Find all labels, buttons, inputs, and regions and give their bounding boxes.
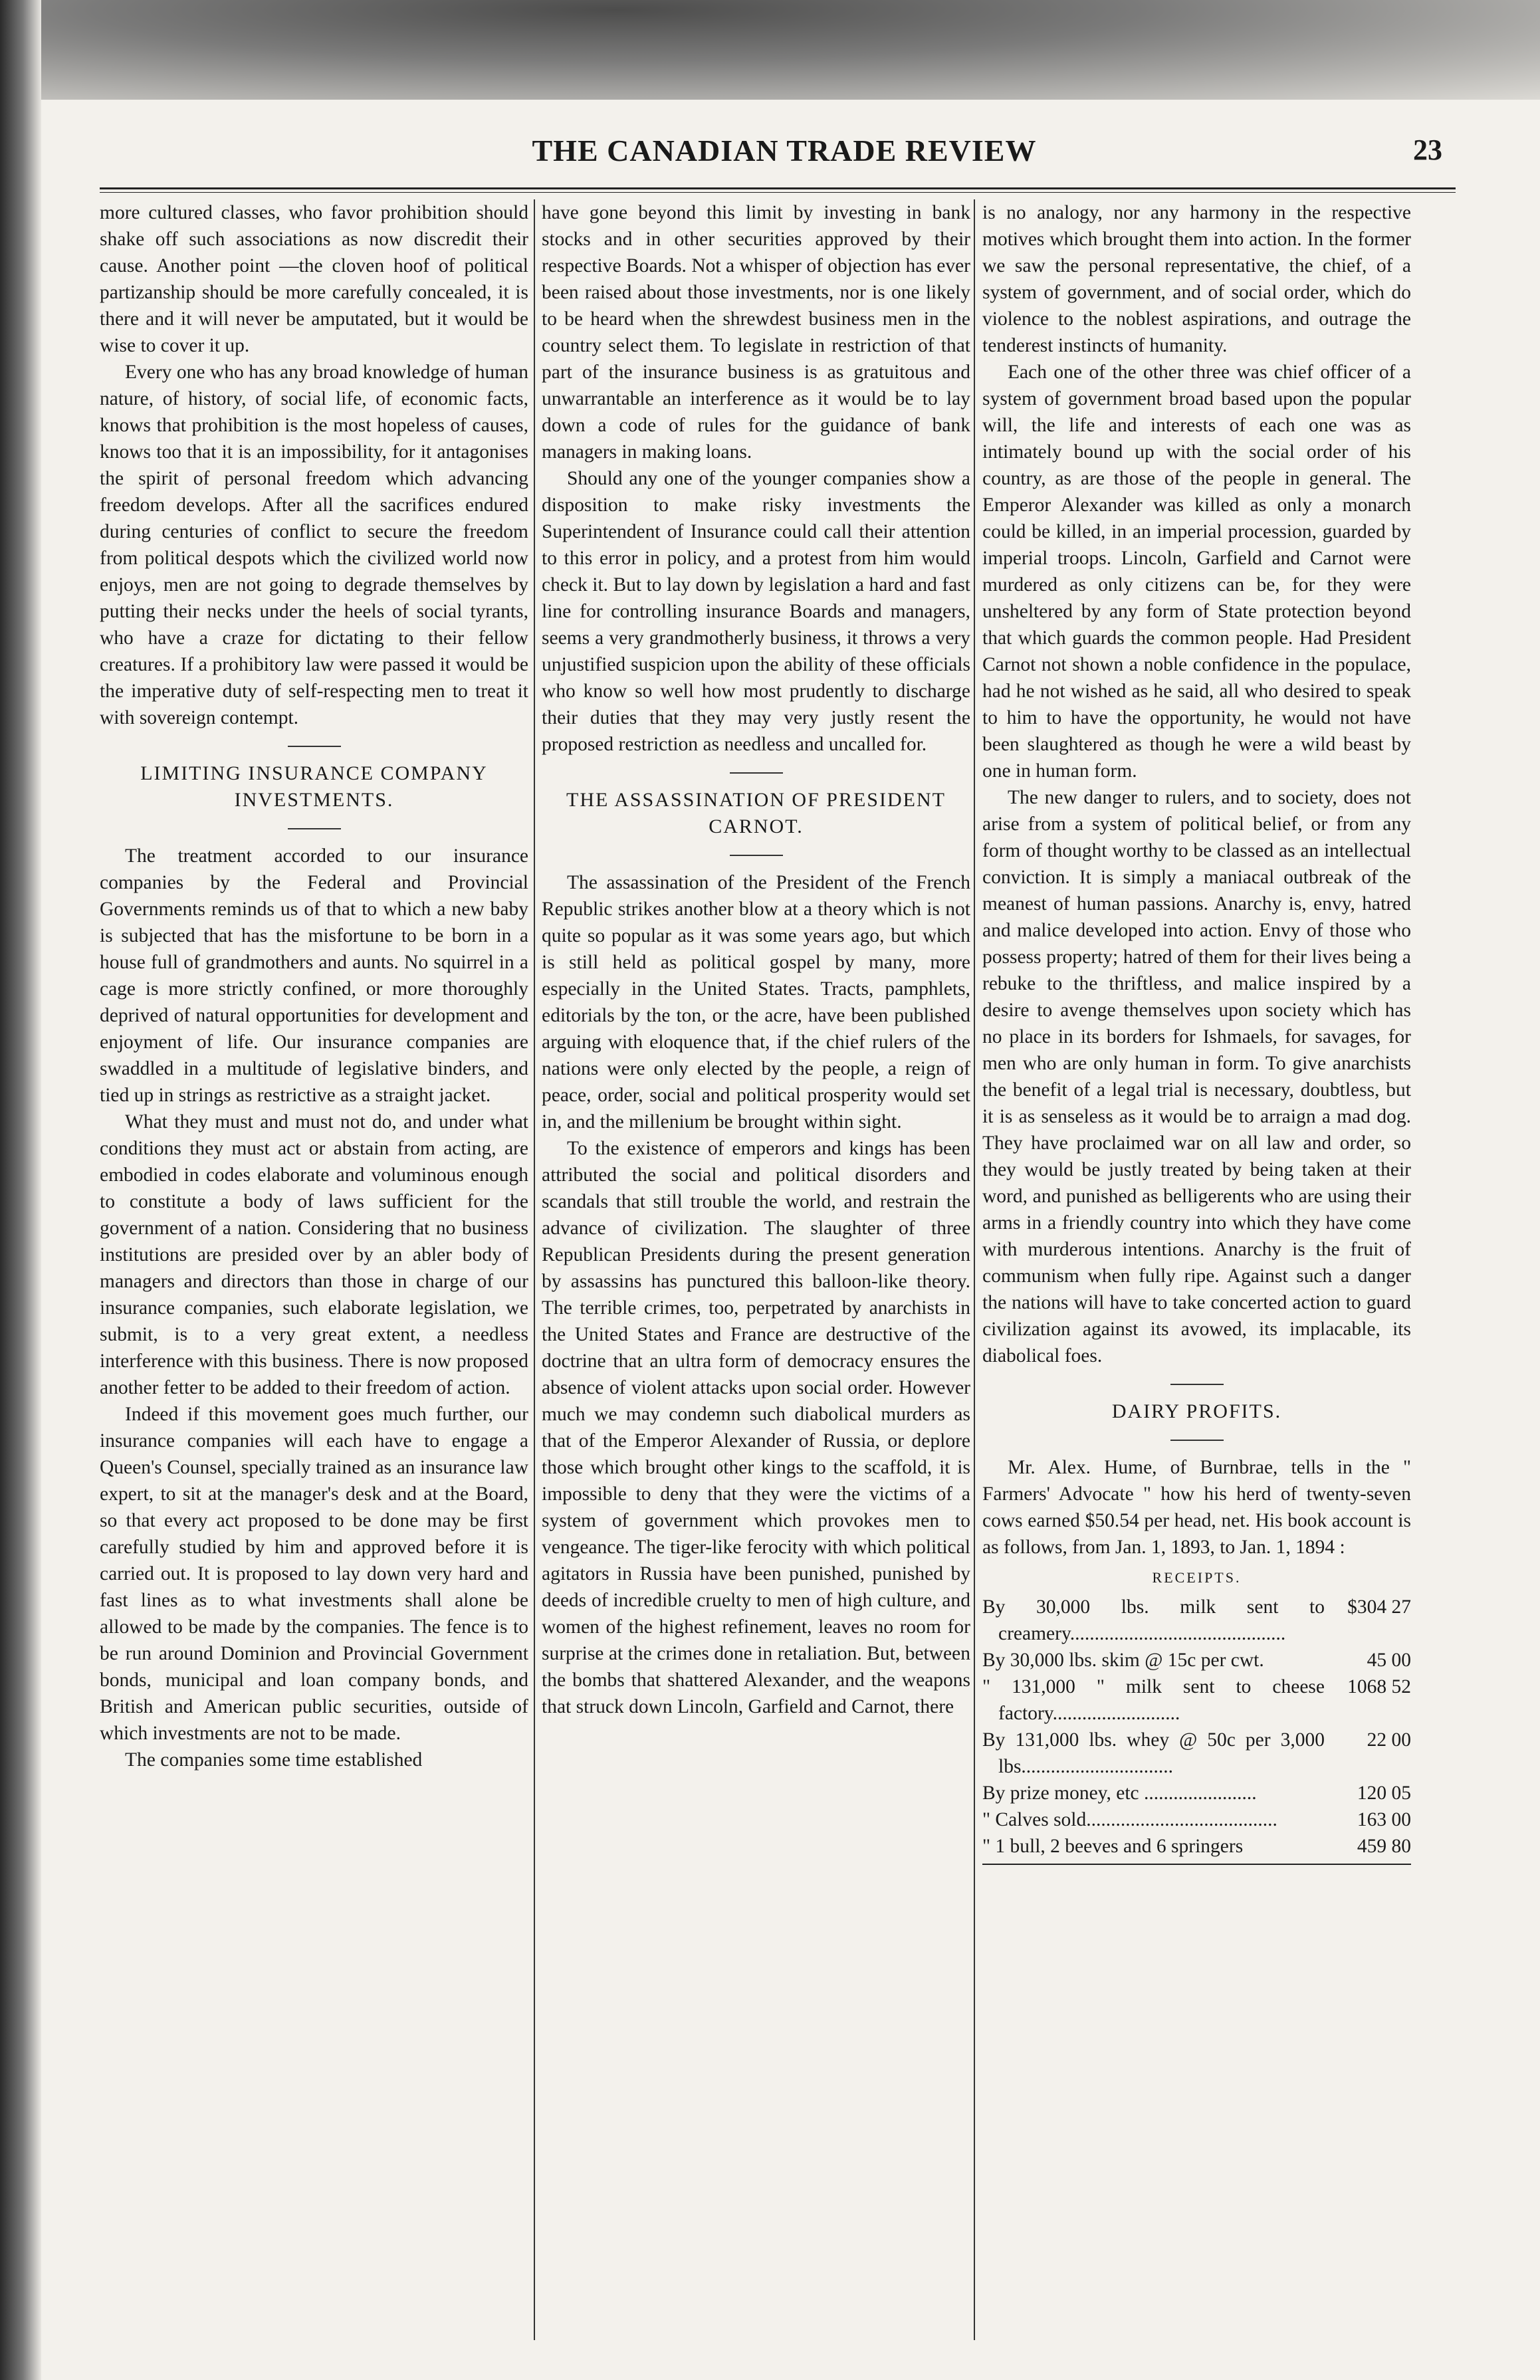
receipts-label: RECEIPTS. [1152, 1569, 1242, 1586]
receipt-row [982, 1780, 1411, 1806]
paragraph: The new danger to rulers, and to society, does not arise from a system of political belief, or from any form of thought worthy to be classed as an intellectual conviction. It is simply a maniacal outbreak of the meanest of human passions. Anarchy is, envy, hatred and malice developed into action. Envy of those who possess property; hatred of them for their lives being a rebuke to the thriftless, and malice inspired by a desire to avenge themselves upon society which has no place in its borders for Ishmaels, for savages, for men who are only human in form. To give anarchists the benefit of a legal trial is necessary, doubtless, but it is as senseless as it would be to arraign a mad dog. They have proclaimed war on all law and order, so they would be justly treated by being taken at their word, and punished as belligerents who are using their arms in a friendly country into which they have come with murderous intentions. Anarchy is the fruit of communism when fully ripe. Against such a danger the nations will have to take concerted action to guard civilization against its avowed, its implacable, its diabolical foes. [982, 787, 1411, 1366]
paragraph: Should any one of the younger companies show a disposition to make risky investments the Superintendent of Insurance could call their attention to this error in policy, and a protest from him would check it. But to lay down by legislation a hard and fast line for controlling insurance Boards and managers, seems a very grandmotherly business, it throws a very unjustified suspicion upon the ability of these officials who know so well how most prudently to discharge their duties that they may very justly resent the proposed restriction as needless and uncalled for. [542, 468, 970, 755]
total-rule [982, 1864, 1411, 1865]
page-number: 23 [1413, 134, 1442, 166]
paragraph: The companies some time established [125, 1749, 423, 1771]
paragraph: To the existence of emperors and kings has been attributed the social and political disorders and scandals that still trouble the world, and restrain the advance of civilization. The slaughter of three Republican Presidents during the present generation by assassins has punctured this balloon-like theory. The terrible crimes, too, perpetrated by anarchists in the United States and France are destructive of the doctrine that an ultra form of democracy ensures the absence of violent attacks upon social order. However much we may condemn such diabolical murders as that of the Emperor Alexander of Russia, or deplore those which brought other kings to the scaffold, it is impossible to deny that they were the victims of a system of government which provokes men to vengeance. The tiger-like ferocity with which political agitators in Russia have been punished, punished by deeds of incredible cruelty to men of high culture, and women of the highest refinement, leaves no room for surprise at the crimes done in retaliation. But, between the bombs that shattered Alexander, and the weapons that struck down Lincoln, Garfield and Carnot, there [542, 1138, 970, 1717]
column-1 [100, 199, 528, 2340]
receipt-amount: 1068 52 [1347, 1676, 1411, 1697]
paragraph: have gone beyond this limit by investing in bank stocks and in other securities approved by their respective Boards. Not a whisper of objection has ever been raised about those investments, nor is one likely to be heard when the shrewdest business men in the country select them. To legislate in restriction of that part of the insurance business is as gratuitous and unwarrantable an interference as it would be to lay down a code of rules for the guidance of bank managers in making loans. [542, 202, 970, 463]
column-divider [974, 199, 975, 2340]
receipt-row [982, 1674, 1411, 1727]
receipt-desc: By 30,000 lbs. skim @ 15c per cwt. [982, 1650, 1264, 1671]
receipt-row [982, 1594, 1411, 1647]
receipt-amount: 459 80 [1357, 1836, 1411, 1857]
receipt-row [982, 1727, 1411, 1780]
paragraph: What they must and must not do, and under what conditions they must act or abstain from acting, are embodied in codes elaborate and voluminous enough to constitute a body of laws sufficient for the government of a nation. Considering that no business institutions are presided over by an abler body of managers and directors than those in charge of our insurance companies, such elaborate legislation, we submit, is to a very great extent, a needless interference with this business. There is now proposed another fetter to be added to their freedom of action. [100, 1111, 528, 1398]
publication-title: THE CANADIAN TRADE REVIEW [532, 134, 1037, 167]
masthead [100, 133, 1469, 179]
receipt-desc: " Calves sold....................................... [982, 1809, 1277, 1830]
article-heading: LIMITING INSURANCE COMPANY INVESTMENTS. [140, 762, 488, 811]
receipt-row [982, 1833, 1411, 1860]
receipt-amount: 45 00 [1367, 1650, 1411, 1671]
receipt-amount: $304 27 [1347, 1596, 1411, 1618]
column-divider [534, 199, 535, 2340]
receipt-desc: " 131,000 " milk sent to cheese factory.......................... [982, 1676, 1325, 1724]
column-2 [542, 199, 970, 2340]
section-divider [1170, 1384, 1224, 1385]
paragraph: Mr. Alex. Hume, of Burnbrae, tells in the " Farmers' Advocate " how his herd of twenty-seven cows earned $50.54 per head, net. His book account is as follows, from Jan. 1, 1893, to Jan. 1, 1894 : [982, 1457, 1411, 1558]
article-heading: DAIRY PROFITS. [1111, 1400, 1282, 1422]
paragraph: is no analogy, nor any harmony in the respective motives which brought them into action. In the former we saw the personal representative, the chief, of a system of government, and of social order, which do violence to the noblest aspirations, and outrage the tenderest instincts of humanity. [982, 202, 1411, 356]
paragraph: Indeed if this movement goes much further, our insurance companies will each have to engage a Queen's Counsel, specially trained as an insurance law expert, to sit at the manager's desk and at the Board, so that every act proposed to be done may be first carefully studied by him and approved before it is carried out. It is proposed to lay down very hard and fast lines as to what investments shall alone be allowed to be made by the companies. The fence is to be run around Dominion and Provincial Government bonds, municipal and loan company bonds, and British and American public securities, outside of which investments are not to be made. [100, 1404, 528, 1744]
receipt-desc: By prize money, etc ....................... [982, 1783, 1257, 1804]
header-rule [100, 187, 1456, 193]
section-divider [1170, 1440, 1224, 1441]
paragraph: more cultured classes, who favor prohibition should shake off such associations as now discredit their cause. Another point —the cloven hoof of political partizanship should be more carefully concealed, it is there and it will never be amputated, but it would be wise to cover it up. [100, 202, 528, 356]
section-divider [730, 772, 783, 774]
scan-edge [0, 0, 41, 2380]
column-3 [982, 199, 1411, 2340]
receipt-row [982, 1647, 1411, 1674]
receipts-table [982, 1594, 1411, 1865]
section-divider [288, 746, 341, 747]
receipt-row [982, 1806, 1411, 1833]
receipt-amount: 163 00 [1357, 1809, 1411, 1830]
receipt-desc: By 30,000 lbs. milk sent to creamery............................................ [982, 1596, 1325, 1644]
section-divider [288, 828, 341, 829]
paragraph: Every one who has any broad knowledge of human nature, of history, of social life, of economic facts, knows that prohibition is the most hopeless of causes, knows too that it is an impossibility, for it antagonises the spirit of personal freedom which advancing freedom develops. After all the sacrifices endured during centuries of conflict to secure the freedom from political despots which the civilized world now enjoys, men are not going to degrade themselves by putting their necks under the heels of social tyrants, who have a craze for dictating to their fellow creatures. If a prohibitory law were passed it would be the imperative duty of self-respecting men to treat it with sovereign contempt. [100, 362, 528, 728]
paragraph: The assassination of the President of the French Republic strikes another blow at a theory which is not quite so popular as it was some years ago, but which is still held as political gospel by many, more especially in the United States. Tracts, pamphlets, editorials by the ton, or the acre, have been published arguing with eloquence that, if the chief rulers of the nations were only elected by the people, a reign of peace, order, social and political prosperity would set in, and the millenium be brought within sight. [542, 872, 970, 1133]
receipt-amount: 120 05 [1357, 1783, 1411, 1804]
receipt-desc: " 1 bull, 2 beeves and 6 springers [982, 1836, 1244, 1857]
section-divider [730, 855, 783, 856]
scan-shadow [0, 0, 1540, 100]
receipt-desc: By 131,000 lbs. whey @ 50c per 3,000 lbs............................... [982, 1729, 1325, 1777]
paragraph: The treatment accorded to our insurance companies by the Federal and Provincial Governments reminds us of that to which a new baby is subjected that has the misfortune to be born in a house full of grandmothers and aunts. No squirrel in a cage is more strictly confined, or more thoroughly deprived of natural opportunities for development and enjoyment of life. Our insurance companies are swaddled in a multitude of legislative binders, and tied up in strings as restrictive as a straight jacket. [100, 845, 528, 1106]
paragraph: Each one of the other three was chief officer of a system of government broad based upon the popular will, the life and interests of each one was as intimately bound up with the social order of his country, as are those of the people in general. The Emperor Alexander was killed as only a monarch could be killed, in an imperial procession, guarded by imperial troops. Lincoln, Garfield and Carnot were murdered as only citizens can be, for they were unsheltered by any form of State protection beyond that which guards the common people. Had President Carnot not shown a noble confidence in the populace, had he not wished as he said, all who desired to speak to him to have the opportunity, he would not have been slaughtered as though he were a wild beast by one in human form. [982, 362, 1411, 782]
article-heading: THE ASSASSINATION OF PRESIDENT CARNOT. [566, 789, 946, 837]
receipt-amount: 22 00 [1367, 1729, 1411, 1751]
